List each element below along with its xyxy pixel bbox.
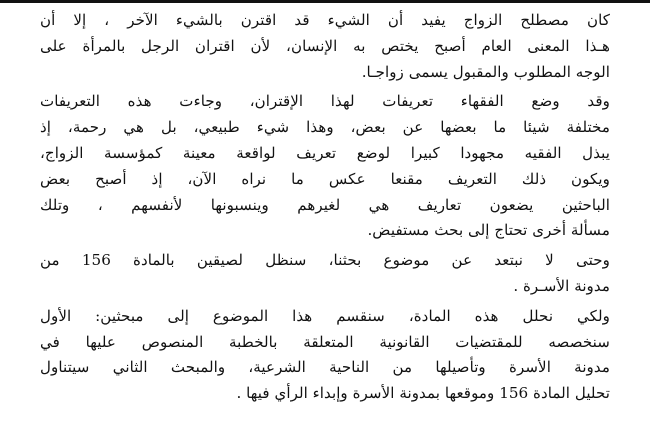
text-line: وحتى لا نبتعد عن موضوع بحثنا، سنظل لصيقين بالمادة 156 من — [40, 251, 610, 270]
paragraph-2 — [40, 89, 632, 244]
text-line: وقد وضع الفقهاء تعريفات لهذا الإقتران، وجاءت هذه التعريفات — [40, 92, 610, 111]
text-line: هـذا المعنى العام أصبح يختص به الإنسان، لأن اقتران الرجل بالمرأة على — [40, 36, 610, 55]
paragraph-1 — [40, 8, 632, 85]
text-line: مختلفة شيئا ما بعضها عن بعض، وهذا شيء طبيعي، بل هي رحمة، إذ — [40, 118, 610, 137]
text-line: تحليل المادة 156 وموقعها بمدونة الأسرة وإبداء الرأي فيها . — [236, 384, 610, 403]
text-line: يبذل الفقيه مجهودا كبيرا لوضع تعريف لواقعة معينة كمؤسسة الزواج، — [40, 143, 610, 162]
text-line: كان مصطلح الزواج يفيد أن الشيء قد اقترن بالشيء الآخر ، إلا أن — [40, 11, 610, 29]
document-body — [40, 8, 632, 413]
text-line: سنخصصه للمقتضيات القانونية المتعلقة بالخطبة المنصوص عليها في — [40, 332, 610, 351]
text-line: مسألة أخرى تحتاج إلى بحث مستفيض. — [367, 221, 610, 240]
text-line: الباحثين يضعون تعاريف هي لغيرهم وينسبونها لأنفسهم ، وتلك — [40, 195, 610, 214]
text-line: مدونة الأسـرة . — [513, 276, 610, 295]
paragraph-3 — [40, 248, 632, 300]
paragraph-4 — [40, 304, 632, 407]
text-line: ولكي نحلل هذه المادة، سنقسم هذا الموضوع إلى مبحثين: الأول — [40, 306, 610, 325]
top-rule — [0, 0, 650, 3]
text-line: ويكون ذلك التعريف مقنعا عكس ما نراه الآن، إذ أصبح بعض — [40, 169, 610, 188]
text-line: مدونة الأسرة وتأصيلها من الناحية الشرعية، والمبحث الثاني سيتناول — [40, 358, 610, 377]
text-line: الوجه المطلوب والمقبول يسمى زواجـا. — [361, 62, 610, 81]
